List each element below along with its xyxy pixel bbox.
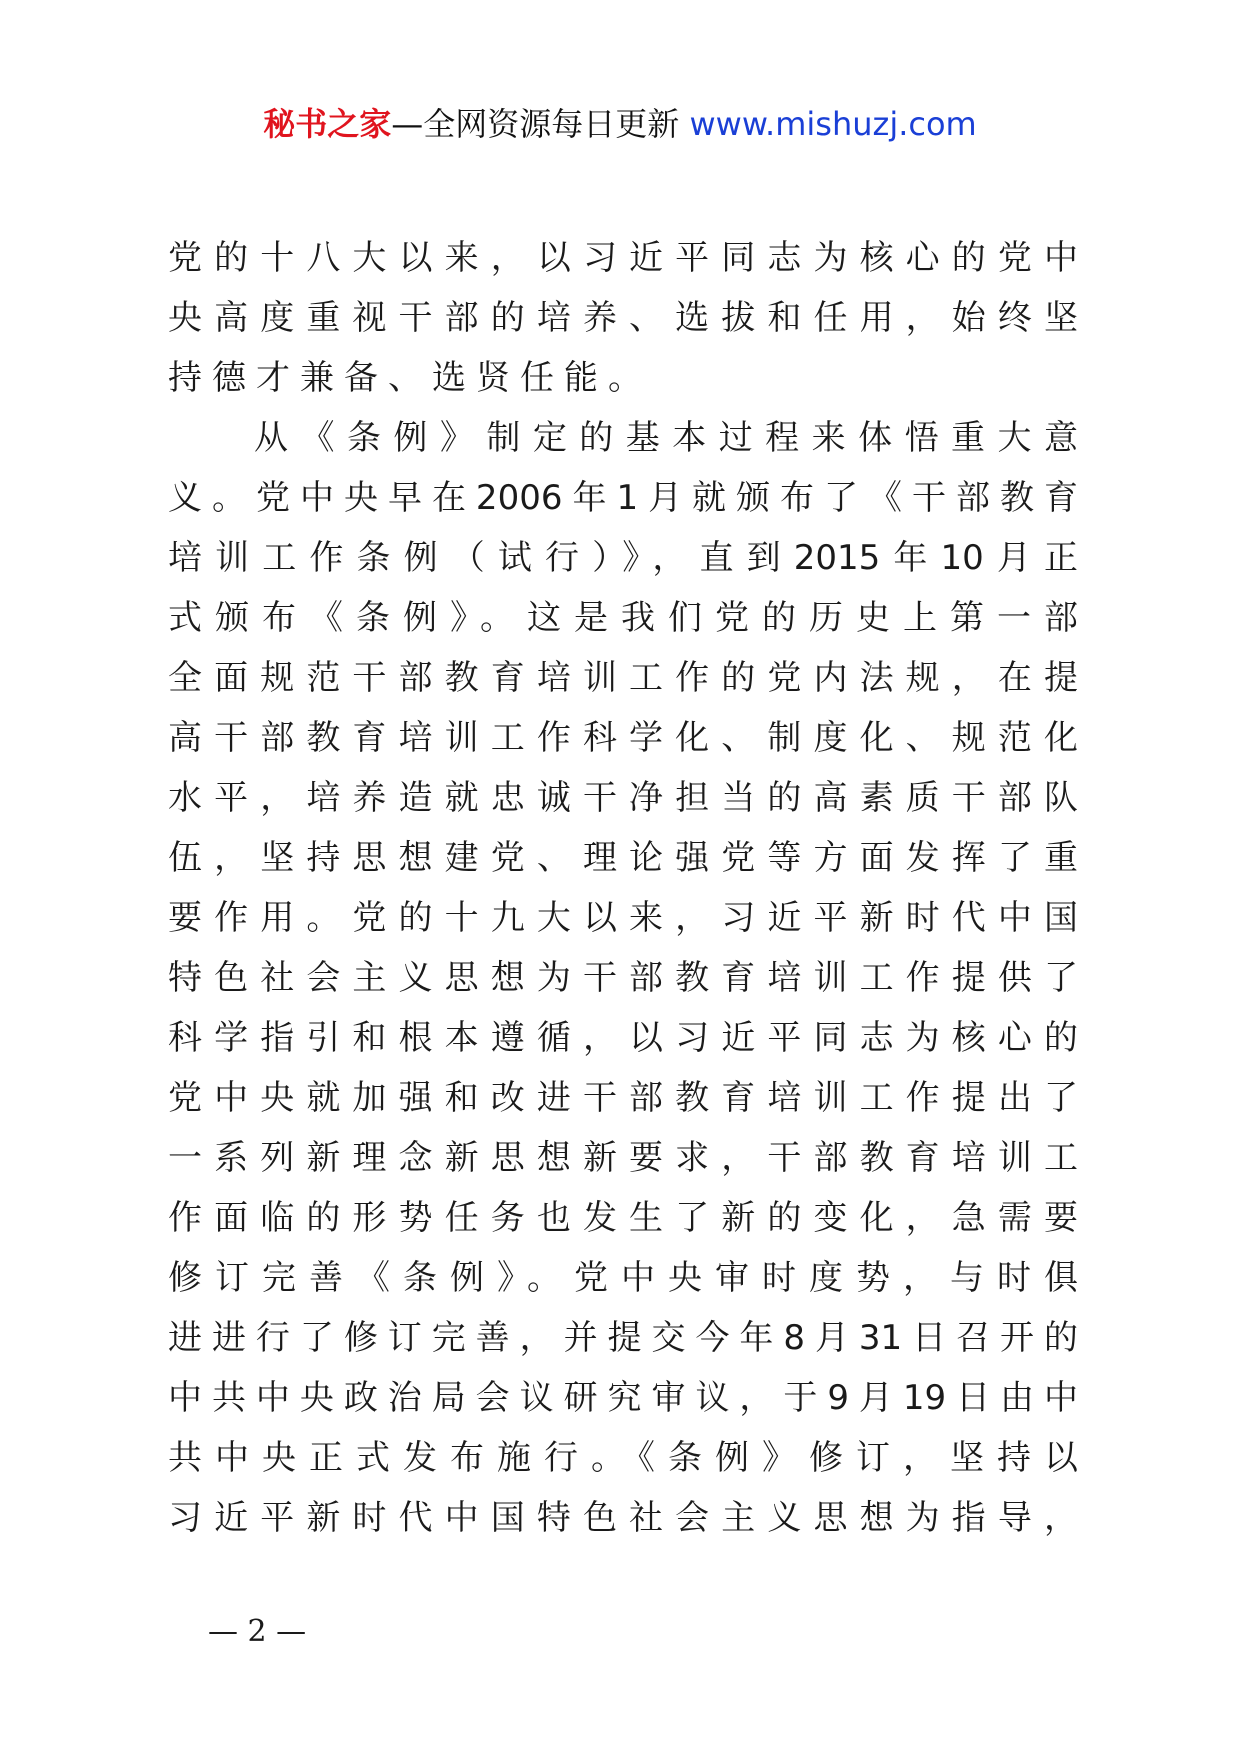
text-line: 科学指引和根本遵循，以习近平同志为核心的 <box>168 1018 1078 1058</box>
text-line: 特色社会主义思想为干部教育培训工作提供了 <box>168 958 1078 998</box>
text-line: 习近平新时代中国特色社会主义思想为指导， <box>168 1498 1078 1538</box>
text-line: 全面规范干部教育培训工作的党内法规，在提 <box>168 658 1078 698</box>
paragraph <box>168 408 1078 1548</box>
site-tagline: —全网资源每日更新 <box>391 105 680 143</box>
text-line: 高干部教育培训工作科学化、制度化、规范化 <box>168 718 1078 758</box>
text-line: 修订完善《条例》。党中央审时度势，与时俱 <box>168 1258 1078 1298</box>
text-line: 党中央就加强和改进干部教育培训工作提出了 <box>168 1078 1078 1118</box>
text-line: 持德才兼备、选贤任能。 <box>168 358 652 398</box>
text-line: 中共中央政治局会议研究审议，于9月19日由中 <box>168 1378 1078 1418</box>
text-line: 从《条例》制定的基本过程来体悟重大意 <box>254 418 1078 458</box>
site-brand: 秘书之家 <box>263 105 392 143</box>
paragraph <box>168 228 1078 408</box>
text-line: 要作用。党的十九大以来，习近平新时代中国 <box>168 898 1078 938</box>
text-line: 一系列新理念新思想新要求，干部教育培训工 <box>168 1138 1078 1178</box>
text-line: 式颁布《条例》。这是我们党的历史上第一部 <box>168 598 1078 638</box>
text-line: 央高度重视干部的培养、选拔和任用，始终坚 <box>168 298 1078 338</box>
text-line: 党的十八大以来，以习近平同志为核心的党中 <box>168 238 1078 278</box>
text-line: 进进行了修订完善，并提交今年8月31日召开的 <box>168 1318 1078 1358</box>
text-line: 水平，培养造就忠诚干净担当的高素质干部队 <box>168 778 1078 818</box>
page-number: — 2 — <box>208 1614 307 1649</box>
text-line: 作面临的形势任务也发生了新的变化，急需要 <box>168 1198 1078 1238</box>
document-body <box>168 228 1078 1548</box>
text-line: 义。党中央早在2006年1月就颁布了《干部教育 <box>168 478 1078 518</box>
site-header <box>0 100 1240 148</box>
site-url-link[interactable]: www.mishuzj.com <box>689 105 977 143</box>
text-line: 培训工作条例（试行）》，直到2015年10月正 <box>168 538 1078 578</box>
text-line: 共中央正式发布施行。《条例》修订，坚持以 <box>168 1438 1078 1478</box>
text-line: 伍，坚持思想建党、理论强党等方面发挥了重 <box>168 838 1078 878</box>
